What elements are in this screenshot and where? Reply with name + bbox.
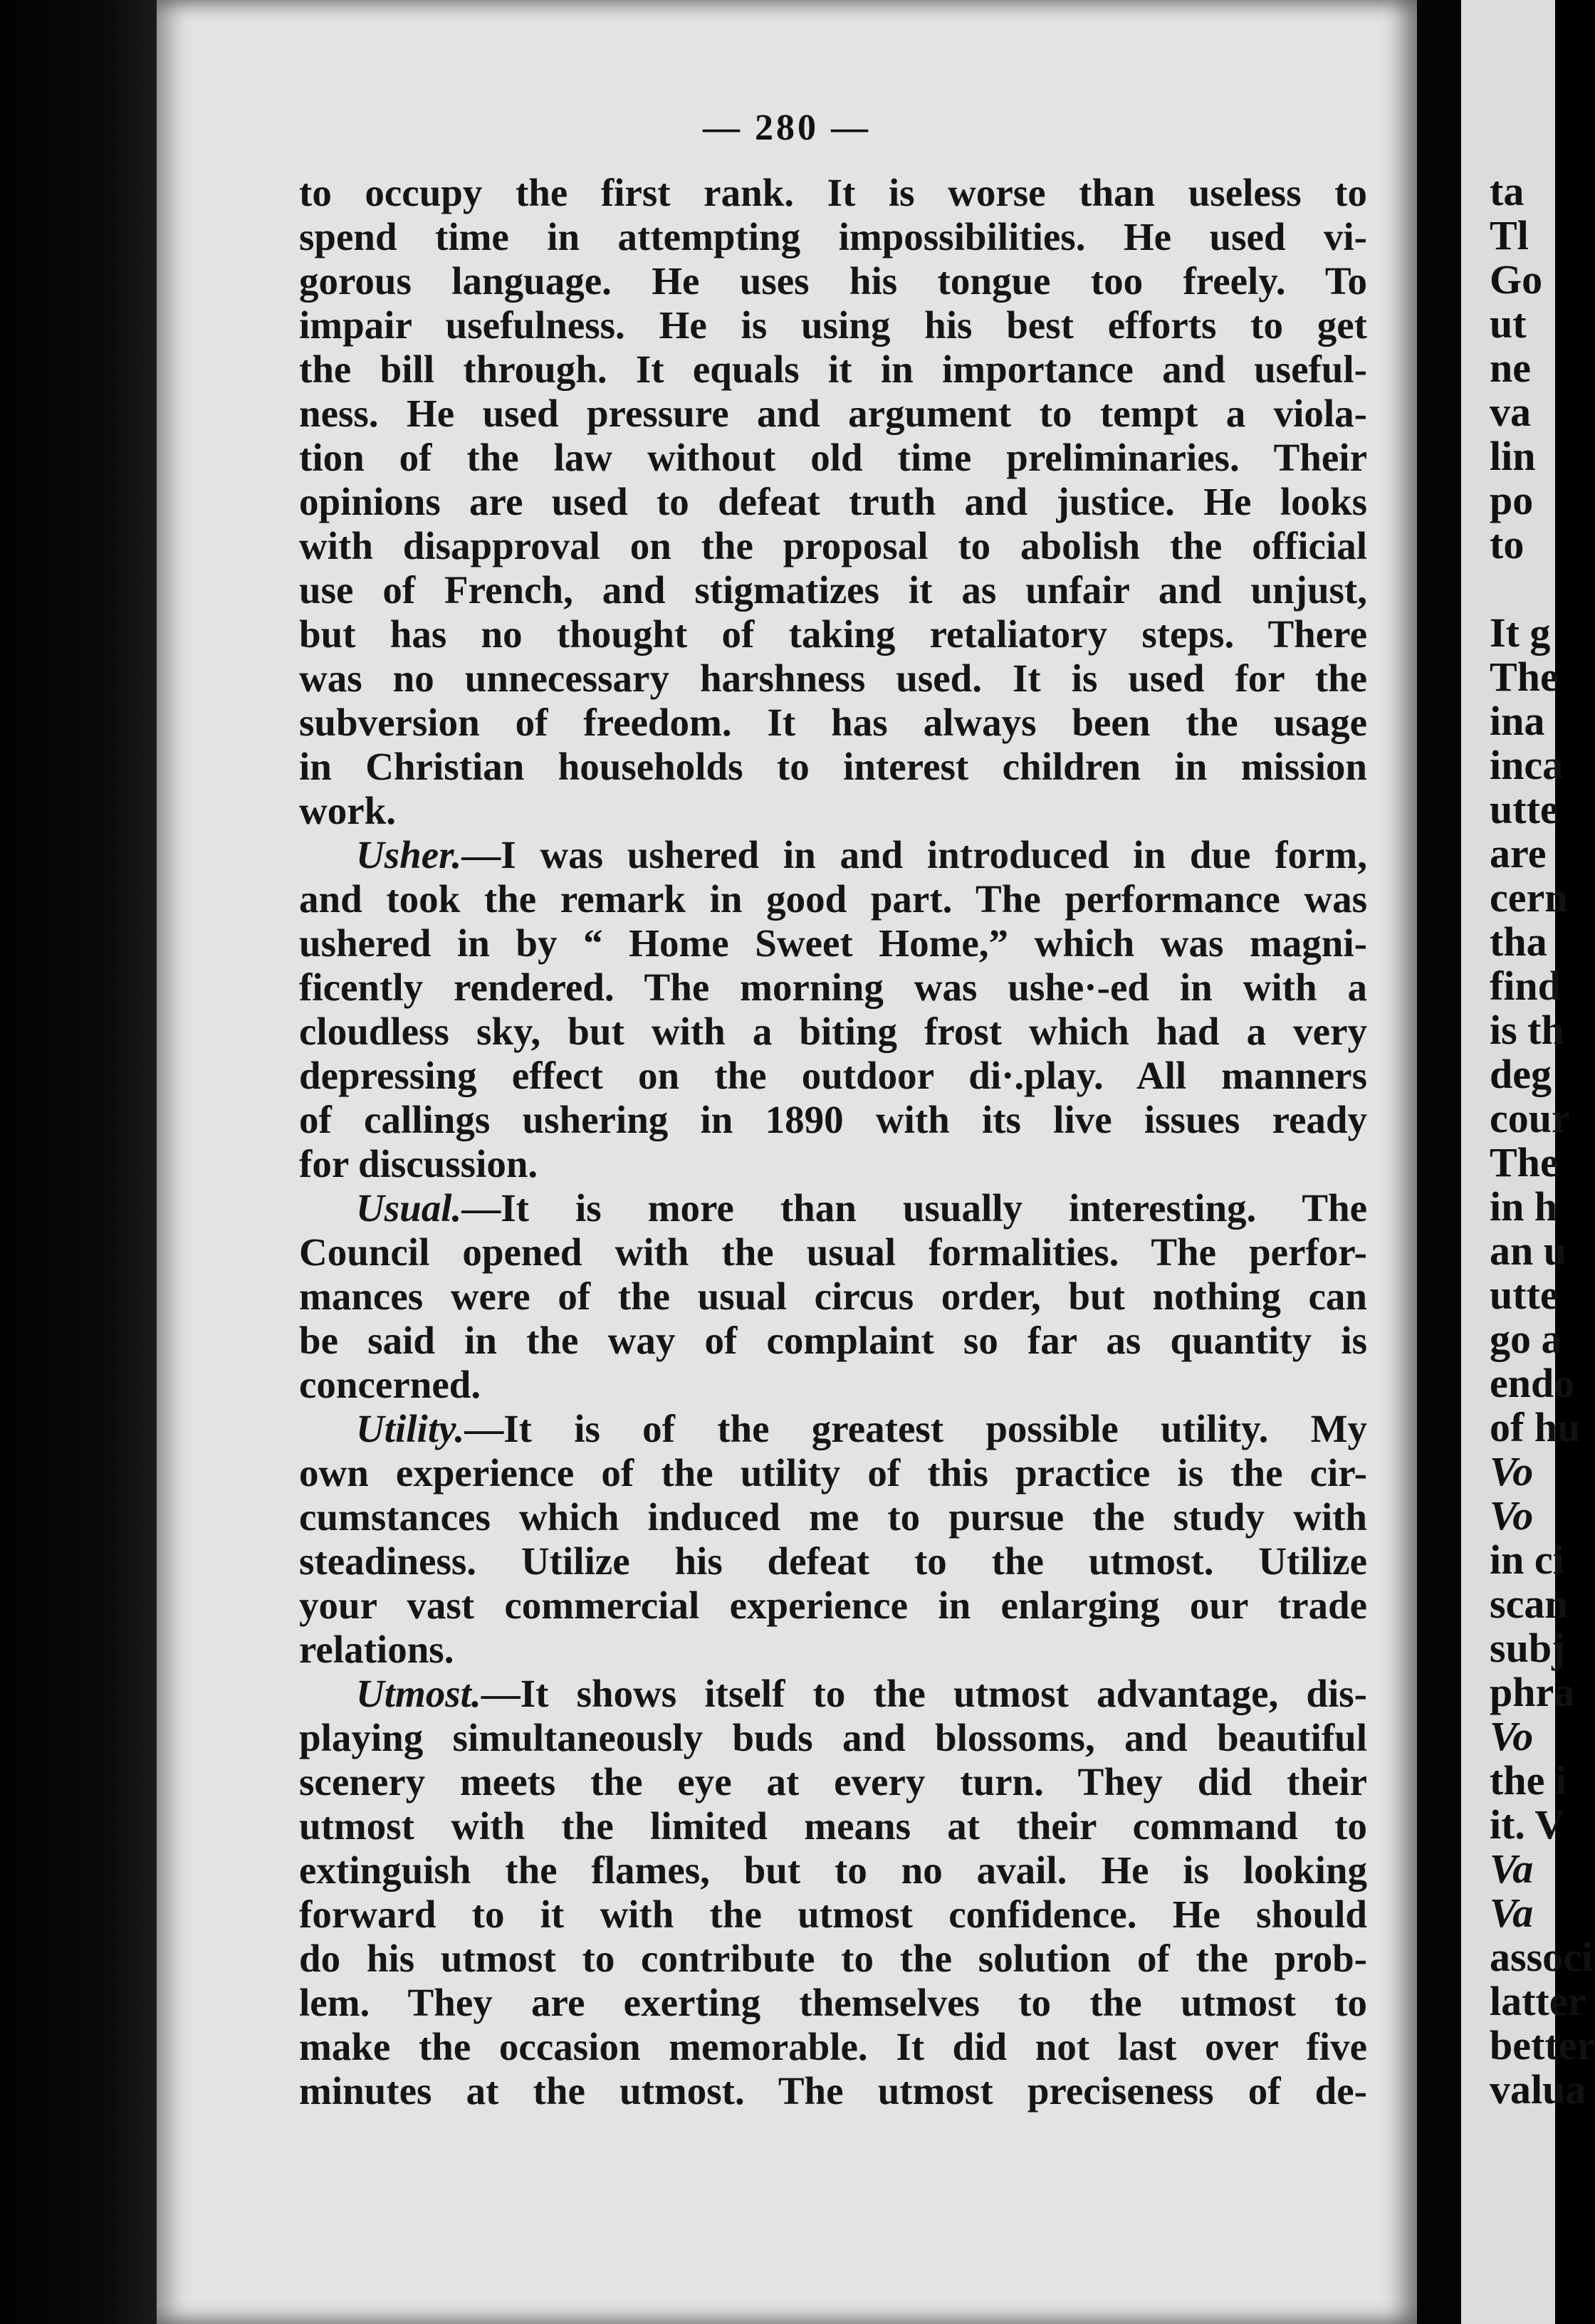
line-text: in Christian households to interest children in mission	[299, 745, 1367, 788]
text-line	[299, 1098, 1367, 1142]
line-text: steadiness. Utilize his defeat to the utmost. Utilize	[299, 1539, 1367, 1583]
adjacent-page-line: Va	[1490, 1846, 1534, 1892]
line-text: do his utmost to contribute to the solution of the prob-	[299, 1937, 1367, 1980]
adjacent-page-line: find	[1490, 963, 1561, 1009]
line-text: —It shows itself to the utmost advantage, dis-	[481, 1672, 1367, 1715]
adjacent-page-line: of hu	[1490, 1404, 1581, 1450]
text-line	[299, 1407, 1367, 1451]
scan-left-margin	[0, 0, 157, 2324]
line-text: extinguish the flames, but to no avail. He is looking	[299, 1848, 1367, 1892]
line-text: spend time in attempting impossibilities. He used vi-	[299, 215, 1367, 258]
text-line	[299, 701, 1367, 745]
line-text: with disapproval on the proposal to abolish the official	[299, 524, 1367, 567]
text-line	[299, 2025, 1367, 2069]
line-text: impair usefulness. He is using his best efforts to get	[299, 303, 1367, 347]
line-text: mances were of the usual circus order, but nothing can	[299, 1274, 1367, 1318]
entry-headword: Usual.	[356, 1186, 462, 1230]
adjacent-page-line: ta	[1490, 168, 1525, 214]
adjacent-page-line: phra	[1490, 1669, 1575, 1715]
adjacent-page-line: ne	[1490, 345, 1531, 391]
adjacent-page-line: utte	[1490, 1272, 1559, 1318]
text-line	[299, 789, 1367, 833]
adjacent-page-line: cour	[1490, 1095, 1570, 1141]
text-line	[299, 1672, 1367, 1716]
line-text: to occupy the first rank. It is worse than useless to	[299, 171, 1367, 214]
line-text: utmost with the limited means at their command to	[299, 1804, 1367, 1848]
page-number: — 280 —	[703, 108, 871, 148]
text-line	[299, 877, 1367, 921]
adjacent-page-line: to	[1490, 521, 1525, 567]
text-line	[299, 1186, 1367, 1230]
line-text: relations.	[299, 1628, 454, 1671]
adjacent-page-line: It g	[1490, 609, 1551, 656]
adjacent-page-line: Vo	[1490, 1448, 1534, 1495]
text-line	[299, 656, 1367, 701]
text-line	[299, 1539, 1367, 1584]
adjacent-page-line: the i	[1490, 1757, 1567, 1804]
line-text: lem. They are exerting themselves to the utmost to	[299, 1981, 1367, 2024]
adjacent-page-line: cern	[1490, 874, 1568, 921]
text-line	[299, 1230, 1367, 1274]
adjacent-page-line: in ci	[1490, 1537, 1564, 1583]
text-line	[299, 1319, 1367, 1363]
text-line	[299, 1584, 1367, 1628]
line-text: cloudless sky, but with a biting frost which had a very	[299, 1010, 1367, 1053]
text-line	[299, 480, 1367, 524]
line-text: concerned.	[299, 1363, 481, 1406]
adjacent-page-line: valua	[1490, 2066, 1586, 2113]
line-text: be said in the way of complaint so far as quantity is	[299, 1319, 1367, 1362]
text-line	[299, 1142, 1367, 1186]
text-line	[299, 745, 1367, 789]
text-line	[299, 1274, 1367, 1319]
text-line	[299, 1981, 1367, 2025]
entry-headword: Utmost.	[356, 1672, 481, 1715]
text-line	[299, 833, 1367, 877]
adjacent-page-line: The	[1490, 654, 1559, 700]
book-page	[157, 0, 1417, 2324]
line-text: use of French, and stigmatizes it as unfair and unjust,	[299, 568, 1367, 612]
text-line	[299, 392, 1367, 436]
text-line	[299, 524, 1367, 568]
line-text: ficently rendered. The morning was ushe·-ed in with a	[299, 965, 1367, 1009]
book-gutter	[1417, 0, 1461, 2324]
line-text: minutes at the utmost. The utmost preciseness of de-	[299, 2069, 1367, 2113]
line-text: gorous language. He uses his tongue too freely. To	[299, 259, 1367, 303]
line-text: your vast commercial experience in enlarging our trade	[299, 1584, 1367, 1627]
adjacent-page-line: is th	[1490, 1007, 1564, 1053]
adjacent-page-line: Vo	[1490, 1713, 1534, 1759]
adjacent-page-line: are	[1490, 830, 1547, 876]
adjacent-page-fragment	[1461, 0, 1595, 2324]
text-line	[299, 347, 1367, 392]
adjacent-page-line: it. V	[1490, 1801, 1565, 1848]
line-text: ushered in by “ Home Sweet Home,” which was magni-	[299, 921, 1367, 965]
adjacent-page-line: tha	[1490, 918, 1547, 965]
text-line	[299, 436, 1367, 480]
line-text: but has no thought of taking retaliatory steps. There	[299, 612, 1367, 656]
adjacent-page-line: The	[1490, 1139, 1559, 1185]
text-line	[299, 568, 1367, 612]
line-text: own experience of the utility of this practice is the cir-	[299, 1451, 1367, 1495]
adjacent-page-line: ina	[1490, 698, 1545, 744]
adjacent-page-line: deg	[1490, 1051, 1552, 1097]
text-line	[299, 1363, 1367, 1407]
line-text: the bill through. It equals it in importance and useful-	[299, 347, 1367, 391]
adjacent-page-line: Tl	[1490, 212, 1529, 258]
text-line	[299, 965, 1367, 1010]
text-line	[299, 2069, 1367, 2113]
line-text: of callings ushering in 1890 with its live issues ready	[299, 1098, 1367, 1141]
adjacent-page-line: Vo	[1490, 1492, 1534, 1539]
text-line	[299, 1054, 1367, 1098]
line-text: opinions are used to defeat truth and justice. He looks	[299, 480, 1367, 523]
text-line	[299, 259, 1367, 303]
text-line	[299, 1010, 1367, 1054]
line-text: for discussion.	[299, 1142, 538, 1185]
text-line	[299, 1716, 1367, 1760]
line-text: make the occasion memorable. It did not last over five	[299, 2025, 1367, 2068]
adjacent-page-line: latter	[1490, 1978, 1586, 2024]
adjacent-page-line: utte	[1490, 786, 1559, 832]
adjacent-page-line: endo	[1490, 1360, 1575, 1406]
entry-headword: Usher.	[356, 833, 462, 876]
text-line	[299, 1893, 1367, 1937]
text-line	[299, 612, 1367, 656]
adjacent-page-line: Go	[1490, 256, 1543, 303]
line-text: —It is of the greatest possible utility. My	[464, 1407, 1367, 1450]
text-line	[299, 303, 1367, 347]
line-text: cumstances which induced me to pursue the study with	[299, 1495, 1367, 1539]
text-line	[299, 1495, 1367, 1539]
text-line	[299, 1760, 1367, 1804]
page-body-text	[299, 171, 1367, 2113]
adjacent-page-line: ut	[1490, 300, 1527, 347]
line-text: —I was ushered in and introduced in due form,	[461, 833, 1367, 876]
adjacent-page-line: va	[1490, 389, 1531, 435]
line-text: and took the remark in good part. The performance was	[299, 877, 1367, 921]
text-line	[299, 921, 1367, 965]
line-text: was no unnecessary harshness used. It is used for the	[299, 656, 1367, 700]
adjacent-page-line: better	[1490, 2022, 1595, 2068]
adjacent-page-line: scan	[1490, 1581, 1568, 1627]
line-text: ness. He used pressure and argument to tempt a viola-	[299, 392, 1367, 435]
text-line	[299, 171, 1367, 215]
adjacent-page-line: an u	[1490, 1228, 1567, 1274]
text-line	[299, 1848, 1367, 1893]
text-line	[299, 215, 1367, 259]
adjacent-page-line: lin	[1490, 433, 1536, 479]
line-text: forward to it with the utmost confidence. He should	[299, 1893, 1367, 1936]
adjacent-page-line: go a	[1490, 1316, 1562, 1362]
adjacent-page-line: associ	[1490, 1934, 1593, 1980]
adjacent-page-line: po	[1490, 477, 1534, 523]
adjacent-page-line: Va	[1490, 1890, 1534, 1936]
line-text: scenery meets the eye at every turn. They did their	[299, 1760, 1367, 1804]
adjacent-page-line: in h	[1490, 1183, 1558, 1230]
adjacent-page-line: subj	[1490, 1625, 1566, 1671]
line-text: work.	[299, 789, 396, 832]
text-line	[299, 1804, 1367, 1848]
line-text: tion of the law without old time preliminaries. Their	[299, 436, 1367, 479]
text-line	[299, 1628, 1367, 1672]
adjacent-page-line: inca	[1490, 742, 1564, 788]
line-text: subversion of freedom. It has always been the usage	[299, 701, 1367, 744]
line-text: playing simultaneously buds and blossoms, and beautiful	[299, 1716, 1367, 1759]
text-line	[299, 1451, 1367, 1495]
entry-headword: Utility.	[356, 1407, 465, 1450]
line-text: depressing effect on the outdoor di·.play. All manners	[299, 1054, 1367, 1097]
line-text: Council opened with the usual formalities. The perfor-	[299, 1230, 1367, 1274]
line-text: —It is more than usually interesting. The	[461, 1186, 1367, 1230]
text-line	[299, 1937, 1367, 1981]
